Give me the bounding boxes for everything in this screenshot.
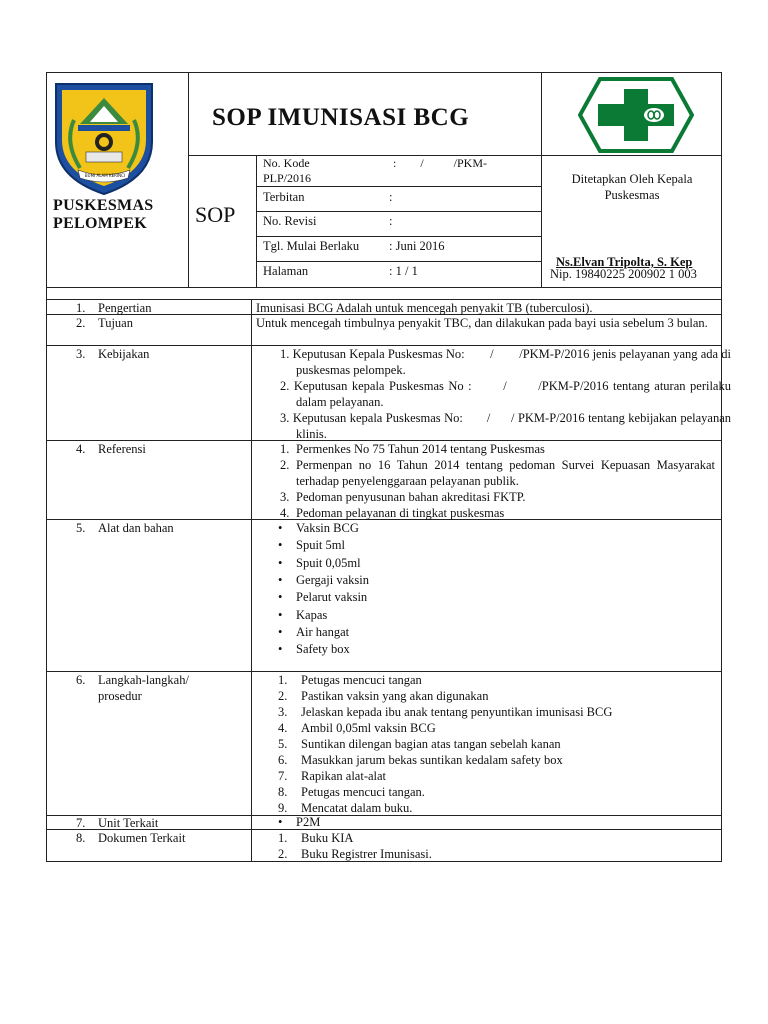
row-number: 6. xyxy=(76,673,86,687)
signer-name: Ns.Elvan Tripolta, S. Kep xyxy=(556,255,693,269)
row-number: 4. xyxy=(76,442,86,456)
list-item: 1. Keputusan Kepala Puskesmas No: / /PKM-P/2016 jenis pelayanan yang ada di puskesmas pelompek. xyxy=(280,347,735,377)
bullet-icon: • xyxy=(278,521,283,535)
list-item: Pelarut vaksin xyxy=(296,590,368,605)
bullet-icon: • xyxy=(278,538,283,553)
row-label: Langkah-langkah/ xyxy=(98,673,189,687)
field-value: : 1 / 1 xyxy=(389,264,418,278)
row-label: Kebijakan xyxy=(98,347,150,361)
list-item: Jelaskan kepada ibu anak tentang penyuntikan imunisasi BCG xyxy=(301,705,613,719)
org-name-line1: PUSKESMAS xyxy=(53,197,154,214)
list-item: 4. Pedoman pelayanan di tingkat puskesmas xyxy=(280,506,505,520)
org-name-line2: PELOMPEK xyxy=(53,215,147,232)
field-label: No. Kode xyxy=(263,156,310,170)
list-item: Masukkan jarum bekas suntikan kedalam safety box xyxy=(301,753,563,767)
row-text: Imunisasi BCG Adalah untuk mencegah penyakit TB (tuberculosi). xyxy=(256,301,593,315)
field-value: : / /PKM- xyxy=(393,156,488,170)
row-text: Untuk mencegah timbulnya penyakit TBC, dan dilakukan pada bayi usia sebelum 3 bulan. xyxy=(256,316,708,330)
list-item: Kapas xyxy=(296,607,328,622)
list-item: Spuit 0,05ml xyxy=(296,555,361,570)
row-number: 5. xyxy=(76,521,86,535)
sop-label: SOP xyxy=(195,202,236,227)
row-label: Alat dan bahan xyxy=(98,521,174,535)
row-label: Tujuan xyxy=(98,316,133,330)
list-item: P2M xyxy=(296,815,321,829)
list-item: Air hangat xyxy=(296,624,350,639)
field-terbitan xyxy=(263,189,538,205)
row-number: 3. xyxy=(76,347,86,361)
list-item: 3. Pedoman penyusunan bahan akreditasi FKTP. xyxy=(280,490,526,504)
row-label-cont: prosedur xyxy=(98,689,142,703)
field-value: : xyxy=(389,214,393,228)
field-no-kode xyxy=(263,156,538,186)
list-item: Safety box xyxy=(296,642,350,657)
list-item: Gergaji vaksin xyxy=(296,572,370,587)
org-name xyxy=(53,197,183,233)
row-number: 2. xyxy=(76,316,86,330)
list-item: Suntikan dilengan bagian atas tangan sebelah kanan xyxy=(301,737,561,751)
regency-logo xyxy=(50,80,158,198)
bullet-icon: • xyxy=(278,555,283,570)
list-item: Pastikan vaksin yang akan digunakan xyxy=(301,689,489,703)
list-item: Mencatat dalam buku. xyxy=(301,801,413,815)
approval-text xyxy=(542,171,722,203)
logo-banner-text: BUMI ALAM KERINCI xyxy=(84,173,126,178)
approval-line2: Puskesmas xyxy=(604,188,660,202)
field-tgl-mulai xyxy=(263,238,538,254)
numbered-list: 1. Petugas mencuci tangan 2. Pastikan vaksin yang akan digunakan 3. Jelaskan kepada ibu anak tentang penyuntikan imunisasi BCG 4. Ambil 0,05ml vaksin BCG 5. Suntikan dilengan bagian atas tangan sebelah kanan 6. Masukkan jarum bekas suntikan kedalam safety box 7. Rapikan alat-alat 8. Petugas mencuci tangan. 9. Mencatat dalam buku. xyxy=(278,673,613,815)
list-item: Petugas mencuci tangan xyxy=(301,673,422,687)
field-label: No. Revisi xyxy=(263,214,317,228)
list-item: Spuit 5ml xyxy=(296,538,345,553)
bullet-icon: • xyxy=(278,607,283,622)
field-no-revisi xyxy=(263,213,538,229)
field-label: Terbitan xyxy=(263,190,305,204)
row-label: Unit Terkait xyxy=(98,816,159,830)
field-label: Tgl. Mulai Berlaku xyxy=(263,239,360,253)
row-number: 7. xyxy=(76,816,86,830)
row-number: 8. xyxy=(76,831,86,845)
list-item: Petugas mencuci tangan. xyxy=(301,785,425,799)
list-item: 3. Keputusan kepala Puskesmas No: / / PKM-P/2016 tentang kebijakan pelayanan klinis. xyxy=(280,411,735,441)
bullet-icon: • xyxy=(278,590,283,605)
numbered-list: 1. Buku KIA 2. Buku Registrer Imunisasi. xyxy=(278,831,432,861)
puskesmas-cross-icon xyxy=(578,77,694,153)
field-value: : Juni 2016 xyxy=(389,239,445,253)
row-number: 1. xyxy=(76,301,86,315)
list-item: Buku Registrer Imunisasi. xyxy=(301,847,432,861)
list-item: Vaksin BCG xyxy=(296,521,359,535)
row-label: Dokumen Terkait xyxy=(98,831,186,845)
approval-line1: Ditetapkan Oleh Kepala xyxy=(571,172,693,186)
field-label: Halaman xyxy=(263,264,309,278)
field-value-cont: PLP/2016 xyxy=(263,171,312,185)
bullet-icon: • xyxy=(278,624,283,639)
document-title: SOP IMUNISASI BCG xyxy=(212,104,470,131)
list-item: 1. Permenkes No 75 Tahun 2014 tentang Puskesmas xyxy=(280,442,545,456)
field-halaman xyxy=(263,263,538,279)
row-label: Pengertian xyxy=(98,301,152,315)
list-item: 2. Keputusan kepala Puskesmas No : / /PKM-P/2016 tentang aturan perilaku dalam pelayanan. xyxy=(280,379,735,409)
bullet-icon: • xyxy=(278,572,283,587)
signer-nip: Nip. 19840225 200902 1 003 xyxy=(550,267,697,281)
field-value: : xyxy=(389,190,393,204)
list-item: Rapikan alat-alat xyxy=(301,769,387,783)
bullet-icon: • xyxy=(278,815,283,829)
bullet-icon: • xyxy=(278,642,283,657)
list-item: Ambil 0,05ml vaksin BCG xyxy=(301,721,436,735)
row-label: Referensi xyxy=(98,442,146,456)
list-item: 2. Permenpan no 16 Tahun 2014 tentang pedoman Survei Kepuasan Masyarakat terhadap penyelenggaraan pelayanan publik. xyxy=(280,458,715,488)
list-item: Buku KIA xyxy=(301,831,354,845)
